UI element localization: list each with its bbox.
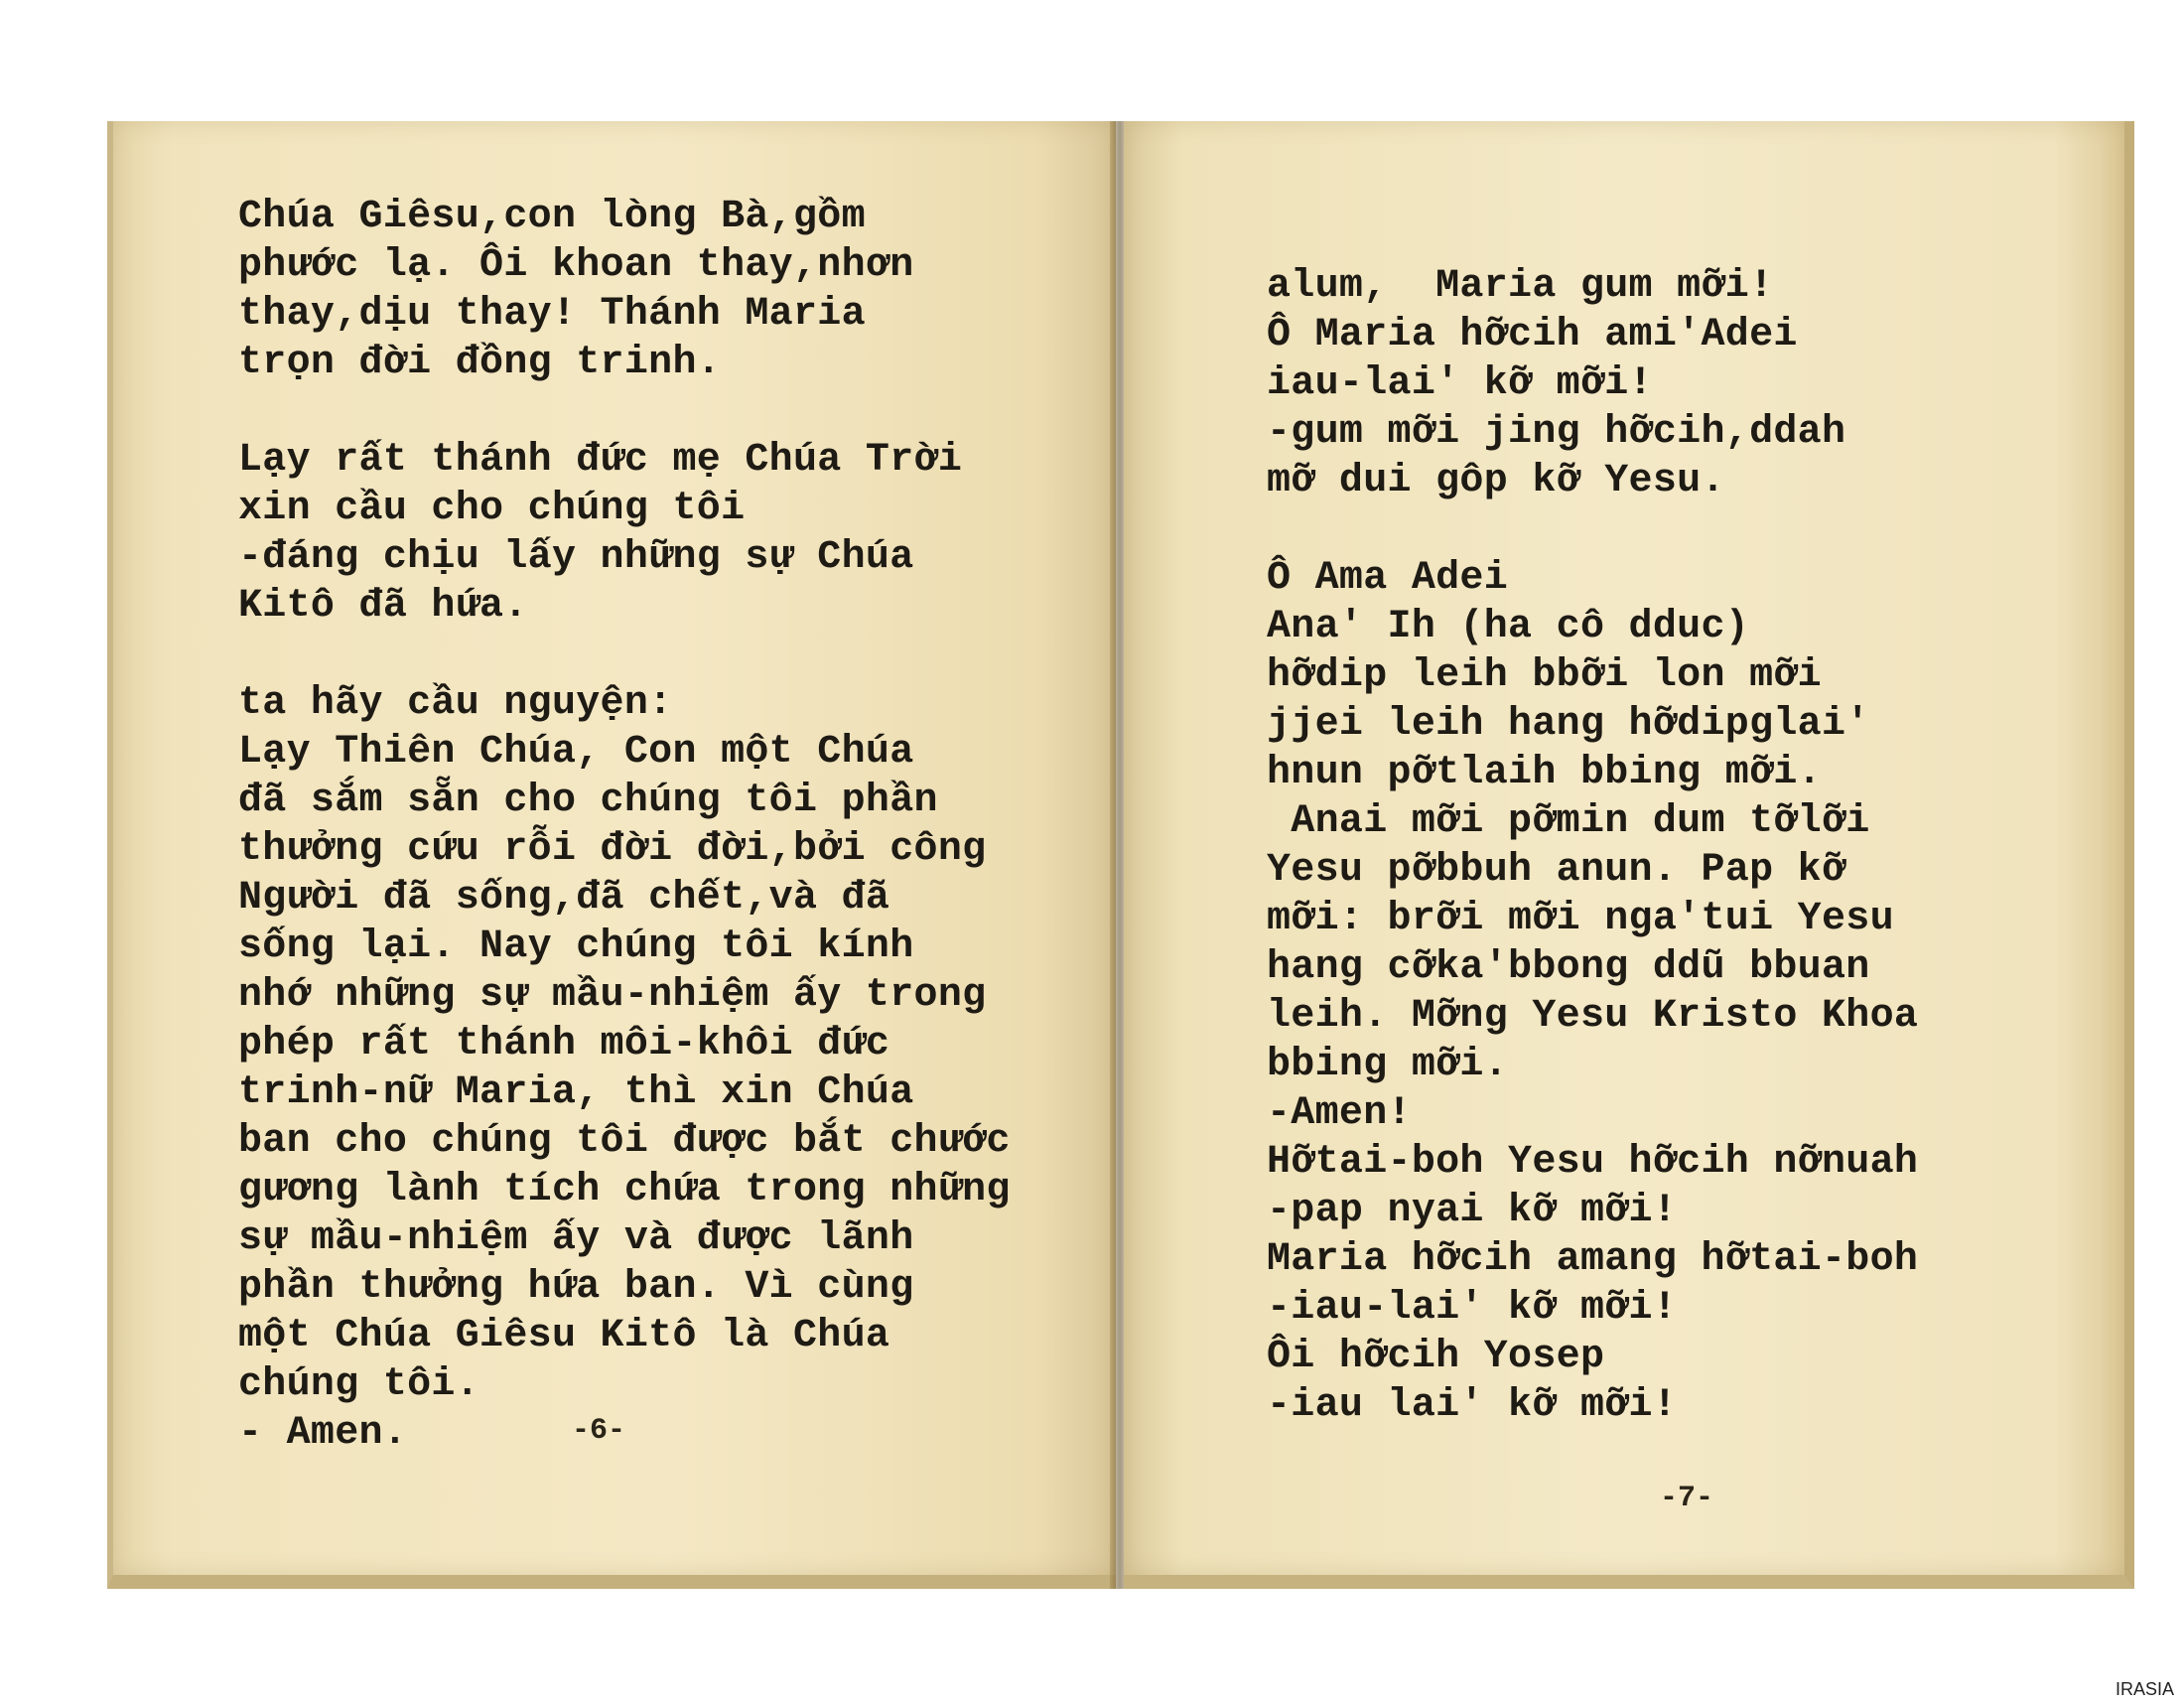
open-booklet bbox=[107, 121, 2134, 1589]
right-page-number: -7- bbox=[1660, 1482, 1714, 1515]
right-page-text: alum, Maria gum mỡi! Ô Maria hỡcih ami'Adei iau-lai' kỡ mỡi! -gum mỡi jing hỡcih,ddah mỡ dui gôp kỡ Yesu. Ô Ama Adei Ana' Ih (ha cô dduc) hỡdip leih bbỡi lon mỡi jjei leih hang hỡdipglai' hnun pỡtlaih bbing mỡi. Anai mỡi pỡmin dum tỡlỡi Yesu pỡbbuh anun. Pap kỡ mỡi: brỡi mỡi nga'tui Yesu hang cỡka'bbong ddũ bbuan leih. Mỡng Yesu Kristo Khoa bbing mỡi. -Amen! Hỡtai-boh Yesu hỡcih nỡnuah -pap nyai kỡ mỡi! Maria hỡcih amang hỡtai-boh -iau-lai' kỡ mỡi! Ôi hỡcih Yosep -iau lai' kỡ mỡi! bbox=[1267, 264, 1919, 1428]
archive-watermark: IRASIA bbox=[2115, 1679, 2174, 1699]
right-page bbox=[1124, 121, 2134, 1589]
left-page-number: -6- bbox=[572, 1414, 626, 1448]
left-page bbox=[107, 121, 1116, 1589]
left-page-text: Chúa Giêsu,con lòng Bà,gồm phước lạ. Ôi khoan thay,nhơn thay,dịu thay! Thánh Maria trọn đời đồng trinh. Lạy rất thánh đức mẹ Chúa Trời xin cầu cho chúng tôi -đáng chịu lấy những sự Chúa Kitô đã hứa. ta hãy cầu nguyện: Lạy Thiên Chúa, Con một Chúa đã sắm sẵn cho chúng tôi phần thưởng cứu rỗi đời đời,bởi công Người đã sống,đã chết,và đã sống lại. Nay chúng tôi kính nhớ những sự mầu-nhiệm ấy trong phép rất thánh môi-khôi đức trinh-nữ Maria, thì xin Chúa ban cho chúng tôi được bắt chước gương lành tích chứa trong những sự mầu-nhiệm ấy và được lãnh phần thưởng hứa ban. Vì cùng một Chúa Giêsu Kitô là Chúa chúng tôi. - Amen. bbox=[238, 195, 1011, 1456]
